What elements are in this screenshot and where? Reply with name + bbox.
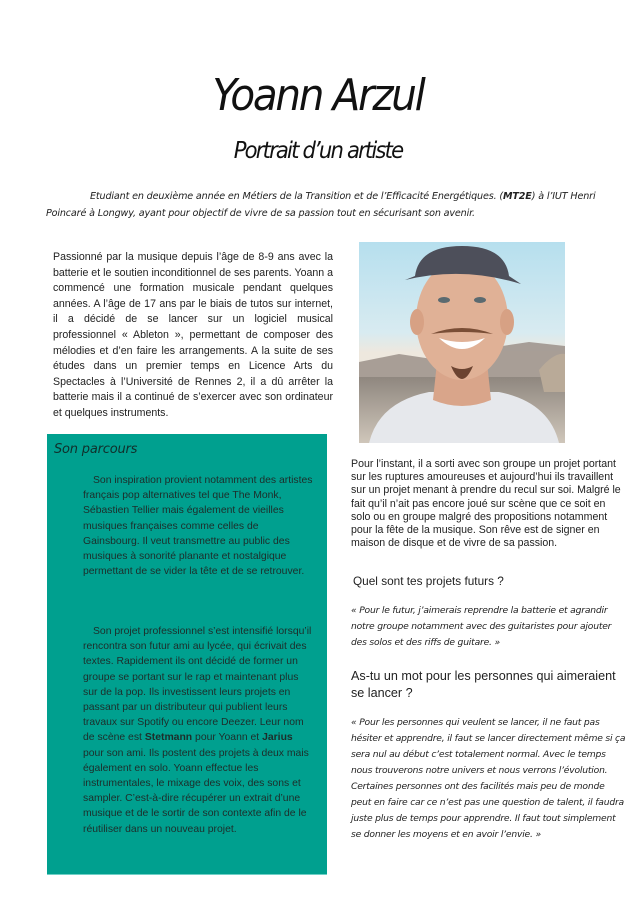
parcours-paragraph-2-text-a: Son projet professionnel s’est intensifié lorsqu’il rencontra son futur ami au lycée, qui écrivait des textes. Rapidement ils ont décidé de former un groupe se portant sur le rap et maintenant plus sur de la pop. Ils investissent leurs projets en passant par un distributeur qui publient leurs travaux sur Spotify ou encore Deezer. Leur nom de scène est	[83, 626, 312, 744]
intro-acronym: MT2E	[502, 191, 532, 202]
question-future-projects: Quel sont tes projets futurs ?	[353, 574, 504, 588]
stage-name-stetmann: Stetmann	[144, 732, 193, 744]
intro-text-after: ) à l’IUT Henri Poincaré à Longwy, ayant pour objectif de vivre de sa passion tout en sécurisant son avenir.	[46, 191, 596, 219]
question-advice: As-tu un mot pour les personnes qui aimeraient se lancer ?	[351, 669, 616, 700]
answer-advice: « Pour les personnes qui veulent se lancer, il ne faut pas hésiter et apprendre, il faut se lancer directement même si ça sera nul au début c’est totalement normal. Avec le temps nous trouverons notre univers et nous verrons l’évolution. Certaines personnes ont des facilités mais peu de monde peut en faire car ce n’est pas une question de talent, il faudra juste plus de temps pour apprendre. Il faut tout simplement se donner les moyens et en avoir l’envie. »	[351, 717, 626, 840]
answer-future-projects: « Pour le futur, j’aimerais reprendre la batterie et agrandir notre groupe notamment avec des guitaristes pour ajouter des solos et des riffs de guitare. »	[351, 605, 612, 648]
bio-paragraph: Passionné par la musique depuis l’âge de 8-9 ans avec la batterie et le soutien inconditionnel de ses parents. Yoann a commencé une formation musicale pendant quelques années. A l’âge de 17 ans par le biais de tutos sur internet, il a décidé de se lancer sur un logiciel musical professionnel « Ableton », permettant de composer des mélodies et d’en faire les arrangements. A la suite de ses études dans un premier temps en Licence Arts du Spectacles à l’Université de Rennes 2, il a dû arrêter la batterie mais il a continué de s’exercer avec son ordinateur et quelques instruments.	[53, 251, 333, 419]
son-parcours-heading: Son parcours	[54, 442, 138, 457]
parcours-paragraph-1	[83, 473, 315, 579]
parcours-paragraph-2	[83, 624, 315, 837]
intro-paragraph	[46, 188, 606, 222]
right-column-paragraph: Pour l’instant, il a sorti avec son groupe un projet portant sur les ruptures amoureuses et aujourd’hui ils travaillent sur un projet menant à prendre du recul sur soi. Malgré le fait qu’il n’ait pas encore joué sur scène que ce soit en solo ou en groupe malgré des propositions notamment pour la fête de la musique. Son rêve est de signer en maison de disque et de vivre de sa passion.	[351, 458, 621, 550]
parcours-paragraph-2-text-b: pour Yoann et	[192, 732, 263, 744]
portrait-illustration-icon	[359, 242, 565, 443]
parcours-paragraph-2-text-c: pour son ami. Ils postent des projets à deux mais également en solo. Yoann effectue les instrumentales, le mixage des voix, des sons et sampler. C’est-à-dire récupérer un extrait d’une musique et de le sortir de son contexte afin de le réutiliser dans un nouveau projet.	[83, 747, 309, 835]
son-parcours-box	[47, 434, 327, 875]
portrait-photo	[359, 242, 565, 443]
page-title: Yoann Arzul	[212, 70, 424, 121]
page-subtitle: Portrait d’un artiste	[233, 138, 403, 164]
intro-text-before: Etudiant en deuxième année en Métiers de la Transition et de l’Efficacité Energétiques. (	[90, 191, 503, 202]
parcours-paragraph-1-text: Son inspiration provient notamment des artistes français pop alternatives tel que The Monk, Sébastien Tellier mais également de vieilles musiques françaises comme celles de Gainsbourg. Il veut transmettre au public des musiques à sonorité planante et nostalgique permettant de se vider la tête et de se retrouver.	[83, 475, 313, 578]
stage-name-jarius: Jarius	[262, 732, 293, 744]
